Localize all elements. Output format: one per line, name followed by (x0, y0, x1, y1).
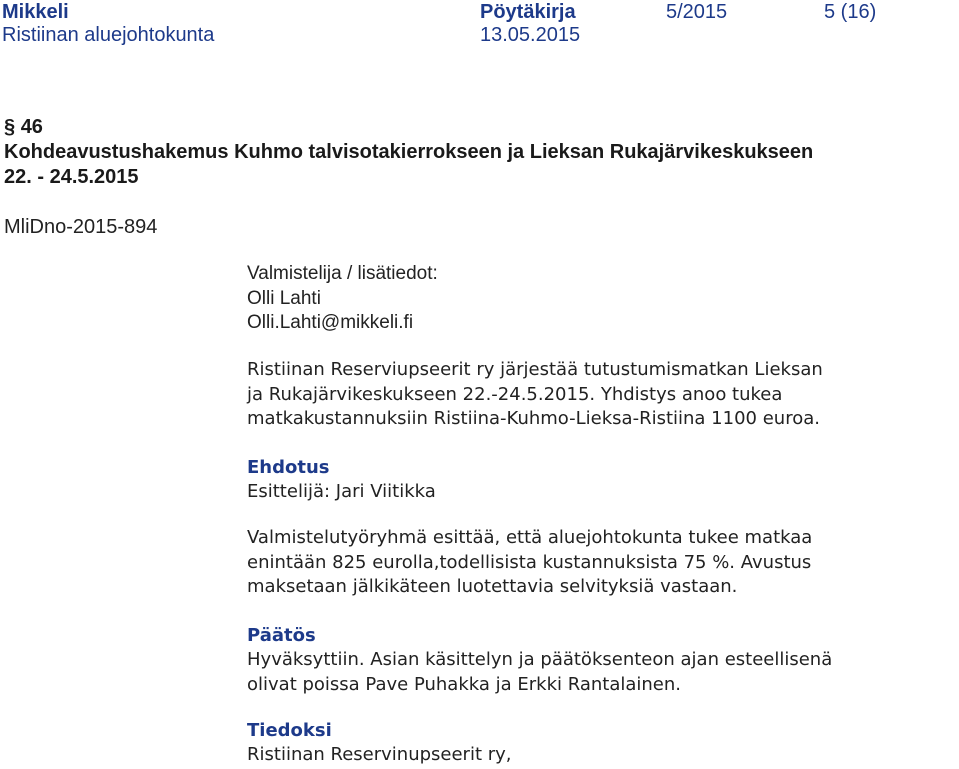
section-title-line-2: 22. - 24.5.2015 (4, 166, 139, 188)
proposal-presenter: Esittelijä: Jari Viitikka (247, 481, 436, 502)
preparer-name: Olli Lahti (247, 288, 321, 309)
proposal-line: enintään 825 eurolla,todellisista kustannuksista 75 %. Avustus (247, 551, 812, 573)
record-number: MliDno-2015-894 (4, 216, 158, 238)
decision-line: Hyväksyttiin. Asian käsittelyn ja päätöksenteon ajan esteellisenä (247, 649, 833, 670)
header-doc-number: 5/2015 (666, 1, 728, 23)
preparer-label: Valmistelija / lisätiedot: (247, 263, 438, 284)
header-body: Ristiinan aluejohtokunta (2, 24, 215, 46)
proposal-paragraph (247, 526, 947, 600)
decision-line: olivat poissa Pave Puhakka ja Erkki Rantalainen. (247, 673, 681, 695)
description-line: Ristiinan Reserviupseerit ry järjestää tutustumismatkan Lieksan (247, 359, 823, 380)
decision-paragraph (247, 648, 947, 697)
section-title-line-1: Kohdeavustushakemus Kuhmo talvisotakierrokseen ja Lieksan Rukajärvikeskukseen (4, 141, 814, 163)
notice-recipient: Ristiinan Reservinupseerit ry, (247, 744, 512, 765)
header-org: Mikkeli (2, 1, 69, 23)
preparer-email: Olli.Lahti@mikkeli.fi (247, 312, 414, 333)
header-doc-type: Pöytäkirja (480, 1, 576, 23)
decision-heading: Päätös (247, 625, 316, 646)
section-symbol: § (4, 116, 16, 138)
proposal-line: maksetaan jälkikäteen luotettavia selvityksiä vastaan. (247, 576, 738, 597)
notice-heading: Tiedoksi (247, 720, 332, 741)
section-number (4, 114, 43, 141)
description-paragraph (247, 358, 947, 432)
description-line: ja Rukajärvikeskukseen 22.-24.5.2015. Yhdistys anoo tukea (247, 383, 783, 405)
header-date: 13.05.2015 (480, 24, 581, 46)
proposal-line: Valmistelutyöryhmä esittää, että aluejohtokunta tukee matkaa (247, 527, 813, 548)
proposal-heading: Ehdotus (247, 457, 330, 478)
section-number-value: 46 (20, 116, 43, 138)
description-line: matkakustannuksiin Ristiina-Kuhmo-Lieksa-Ristiina 1100 euroa. (247, 408, 820, 429)
header-page-number: 5 (16) (824, 1, 877, 23)
